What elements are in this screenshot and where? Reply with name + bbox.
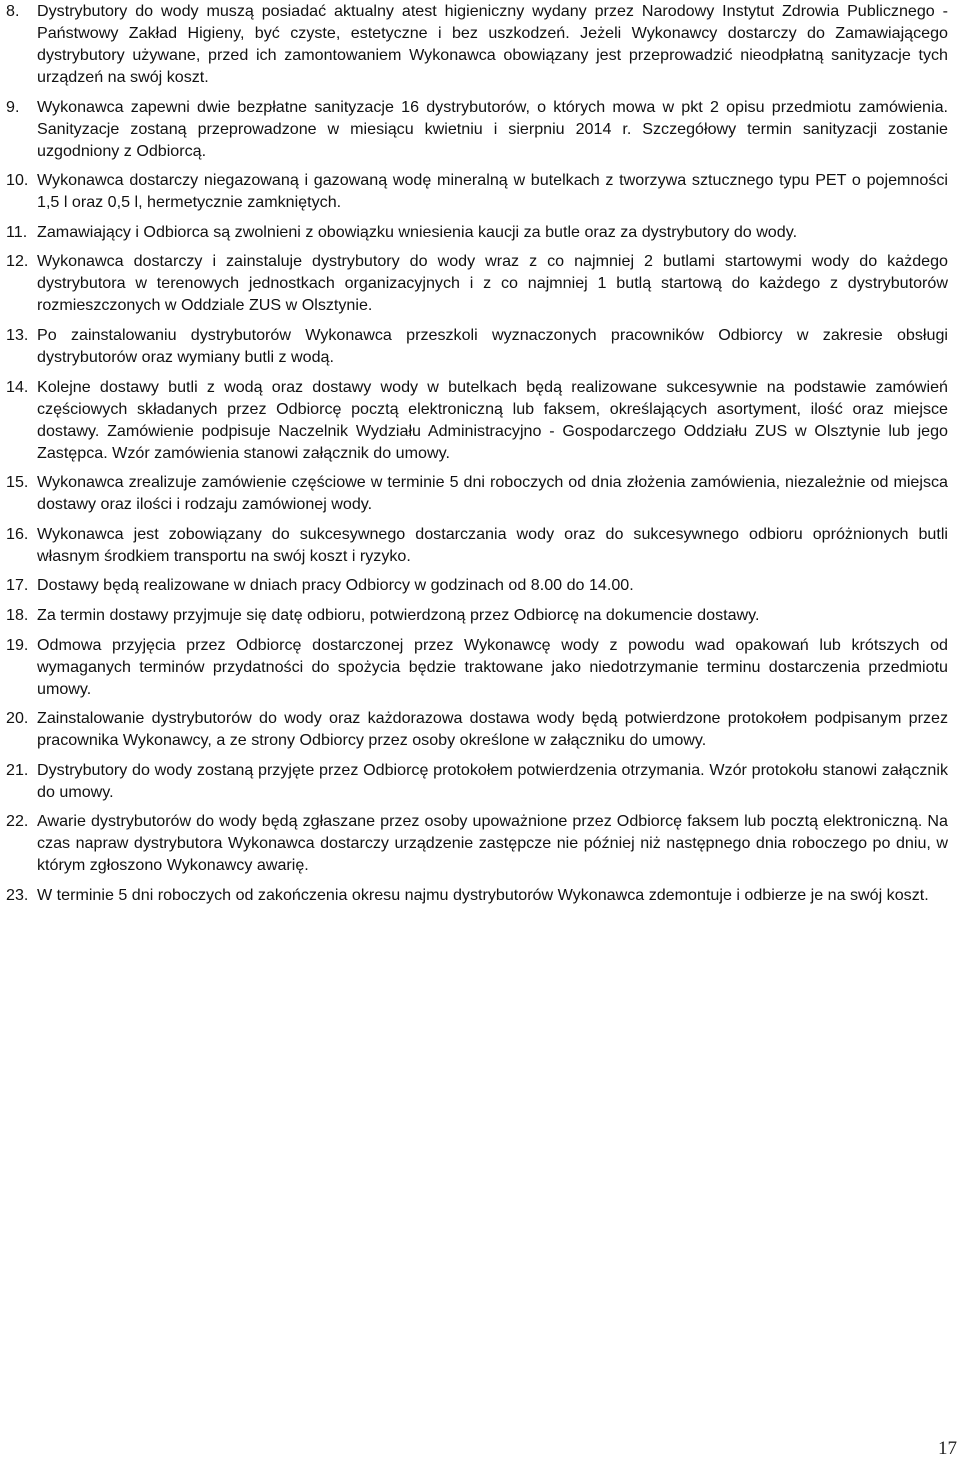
list-item-20 [6,707,948,751]
item-text: W terminie 5 dni roboczych od zakończenia okresu najmu dystrybutorów Wykonawca zdemontuje i odbierze je na swój koszt. [37,885,929,904]
item-number: 13. [6,325,29,344]
item-number: 11. [6,222,28,241]
list-item-19 [6,634,948,700]
item-number: 23. [6,885,29,904]
item-number: 17. [6,576,29,595]
list-item-22 [6,810,948,876]
list-item-8 [6,0,948,88]
item-text: Dostawy będą realizowane w dniach pracy Odbiorcy w godzinach od 8.00 do 14.00. [37,576,634,595]
item-number: 20. [6,709,29,728]
item-text: Zamawiający i Odbiorca są zwolnieni z obowiązku wniesienia kaucji za butle oraz za dystrybutory do wody. [37,222,798,241]
list-item-10 [6,169,948,213]
item-number: 8. [6,2,20,20]
list-item-18 [6,604,948,626]
item-text: Odmowa przyjęcia przez Odbiorcę dostarczonej przez Wykonawcę wody z powodu wad opakowań lub krótszych od wymaganych terminów przydatności do spożycia będzie traktowane jako niedotrzymanie terminu dostarczenia przedmiotu umowy. [37,635,948,698]
item-number: 19. [6,635,29,654]
item-number: 9. [6,97,20,116]
list-item-15 [6,471,948,515]
item-text: Wykonawca dostarczy niegazowaną i gazowaną wodę mineralną w butelkach z tworzywa sztucznego typu PET o pojemności 1,5 l oraz 0,5 l, hermetycznie zamkniętych. [37,171,948,212]
item-number: 16. [6,524,29,543]
list-item-21 [6,759,948,803]
list-item-16 [6,523,948,567]
item-number: 10. [6,171,29,190]
item-number: 15. [6,473,29,492]
list-item-17 [6,574,948,596]
item-number: 22. [6,812,29,831]
item-number: 12. [6,252,29,271]
list-item-9 [6,96,948,162]
item-text: Po zainstalowaniu dystrybutorów Wykonawca przeszkoli wyznaczonych pracowników Odbiorcy w zakresie obsługi dystrybutorów oraz wymiany butli z wodą. [37,325,948,366]
item-text: Wykonawca jest zobowiązany do sukcesywnego dostarczania wody oraz do sukcesywnego odbioru opróżnionych butli własnym środkiem transportu na swój koszt i ryzyko. [37,524,948,565]
item-number: 21. [6,760,29,779]
item-number: 14. [6,377,29,396]
item-text: Zainstalowanie dystrybutorów do wody oraz każdorazowa dostawa wody będą potwierdzone protokołem podpisanym przez pracownika Wykonawcy, a ze strony Odbiorcy przez osoby określone w załączniku do umowy. [37,709,948,750]
numbered-list [6,0,948,906]
document-page [6,0,948,914]
list-item-23 [6,884,948,906]
list-item-13 [6,324,948,368]
item-text: Wykonawca dostarczy i zainstaluje dystrybutory do wody wraz z co najmniej 2 butlami startowymi wody do każdego dystrybutora w terenowych jednostkach organizacyjnych i z co najmniej 1 butlą startową do każdego z dystrybutorów rozmieszczonych w Oddziale ZUS w Olsztynie. [37,252,948,315]
list-item-12 [6,250,948,316]
item-text: Wykonawca zapewni dwie bezpłatne sanityzacje 16 dystrybutorów, o których mowa w pkt 2 opisu przedmiotu zamówienia. Sanityzacje zostaną przeprowadzone w miesiącu kwietniu i sierpniu 2014 r. Szczegółowy termin sanityzacji zostanie uzgodniony z Odbiorcą. [37,97,948,160]
list-item-11 [6,221,948,243]
list-item-14 [6,376,948,464]
item-text: Dystrybutory do wody muszą posiadać aktualny atest higieniczny wydany przez Narodowy Instytut Zdrowia Publicznego - Państwowy Zakład Higieny, być czyste, estetyczne i bez uszkodzeń. Jeżeli Wykonawcy dostarczy do Zamawiającego dystrybutory używane, przed ich zamontowaniem Wykonawca obowiązany jest przeprowadzić nieodpłatną sanityzacje tych urządzeń na swój koszt. [37,2,948,86]
item-text: Za termin dostawy przyjmuje się datę odbioru, potwierdzoną przez Odbiorcę na dokumencie dostawy. [37,605,760,624]
item-text: Dystrybutory do wody zostaną przyjęte przez Odbiorcę protokołem potwierdzenia otrzymania. Wzór protokołu stanowi załącznik do umowy. [37,760,948,801]
item-number: 18. [6,605,29,624]
page-number: 17 [938,1438,957,1459]
item-text: Awarie dystrybutorów do wody będą zgłaszane przez osoby upoważnione przez Odbiorcę faksem lub pocztą elektroniczną. Na czas napraw dystrybutora Wykonawca dostarczy urządzenie zastępcze nie później niż następnego dnia roboczego po dniu, w którym zgłoszono Wykonawcy awarię. [37,812,948,875]
item-text: Wykonawca zrealizuje zamówienie częściowe w terminie 5 dni roboczych od dnia złożenia zamówienia, niezależnie od miejsca dostawy oraz ilości i rodzaju zamówionej wody. [37,473,948,514]
item-text: Kolejne dostawy butli z wodą oraz dostawy wody w butelkach będą realizowane sukcesywnie na podstawie zamówień częściowych składanych przez Odbiorcę pocztą elektroniczną lub faksem, określających asortyment, ilość oraz miejsce dostawy. Zamówienie podpisuje Naczelnik Wydziału Administracyjno - Gospodarczego Oddziału ZUS w Olsztynie lub jego Zastępca. Wzór zamówienia stanowi załącznik do umowy. [37,377,948,462]
